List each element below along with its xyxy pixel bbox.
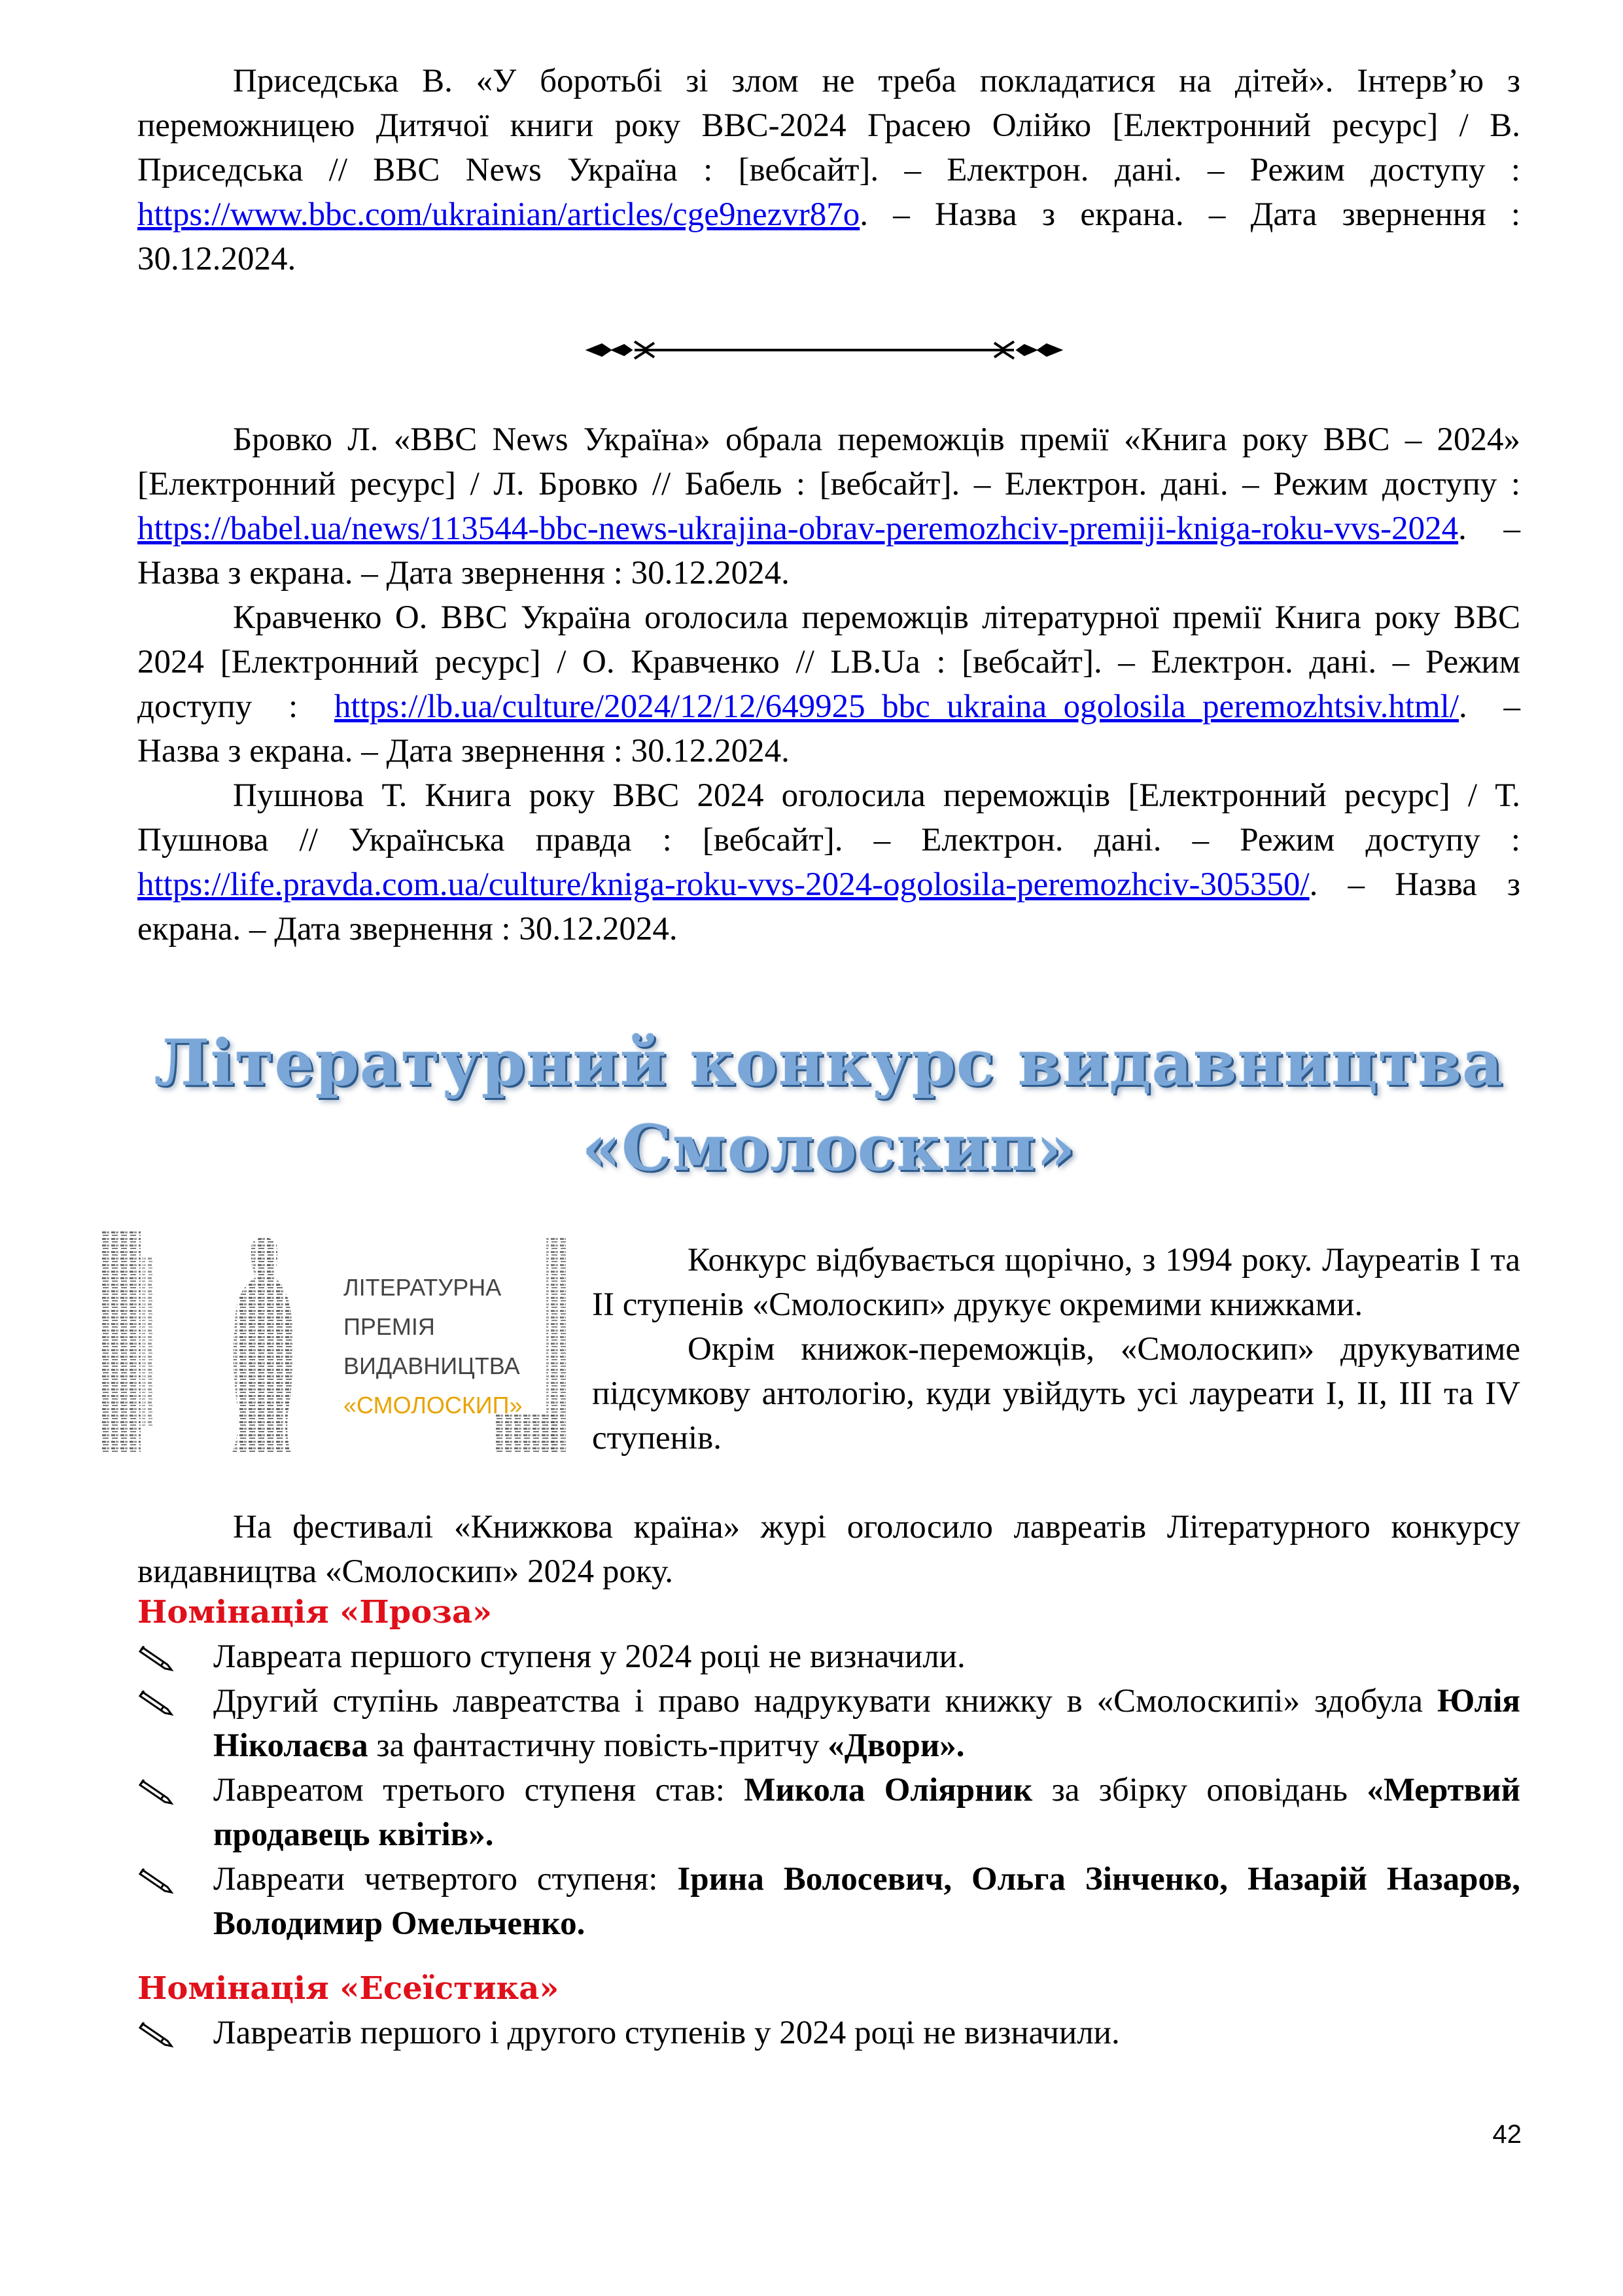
reference-entry [137,773,1520,951]
section-heading [137,1021,1520,1191]
festival-paragraph: На фестивалі «Книжкова країна» журі оголосило лавреатів Літературного конкурсу видавництва «Смолоскип» 2024 року. [137,1509,1520,1590]
reference-text: . – Назва з екрана. – Дата звернення : 30.12.2024. [137,196,1520,277]
list-item [137,1634,1520,1679]
heading-line: «Смолоскип» [582,1111,1076,1185]
laureate-name: Юлія Ніколаєва [213,1683,1520,1764]
contest-intro [592,1238,1520,1460]
prize-caption-accent: «СМОЛОСКИП» [343,1392,523,1419]
prose-laureates-list [137,1634,1520,1946]
laureate-name: Микола Оліярник [744,1772,1033,1809]
reference-text: Бровко Л. «BBC News Україна» обрала переможців премії «Книга року ВВС – 2024» [Електронний ресурс] / Л. Бровко // Бабель : [вебсайт]. – Електрон. дані. – Режим доступу : [137,421,1520,503]
pencil-icon [137,1861,174,1898]
laureate-names: Ірина Волосевич, Ольга Зінченко, Назарій Назаров, Володимир Омельченко. [213,1861,1520,1942]
pencil-icon [137,1683,174,1720]
prize-caption: ПРЕМІЯ [343,1313,435,1340]
heading-line: Літературний конкурс видавництва [154,1026,1504,1100]
reference-entry [137,59,1520,281]
item-text: за фантастичну повість-притчу [368,1727,828,1764]
work-title: «Мертвий продавець квітів». [213,1772,1520,1853]
reference-link[interactable]: https://www.bbc.com/ukrainian/articles/cge9nezvr87o [137,196,860,233]
nomination-title-essay: Номінація «Есеїстика» [137,1970,559,2007]
pencil-icon [137,2015,174,2051]
list-item [137,1679,1520,1768]
item-text: Лавреатів першого і другого ступенів у 2024 році не визначили. [213,2015,1120,2051]
reference-text: Пушнова Т. Книга року ВВС 2024 оголосила переможців [Електронний ресурс] / Т. Пушнова // Українська правда : [вебсайт]. – Електрон. дані. – Режим доступу : [137,777,1520,858]
reference-text: . – Назва з екрана. – Дата звернення : 30.12.2024. [137,510,1520,592]
ornamental-divider-icon [576,334,1073,366]
pencil-icon [137,1638,174,1675]
reference-link[interactable]: https://babel.ua/news/113544-bbc-news-ukrajina-obrav-peremozhciv-premiji-kniga-roku-vvs-2024 [137,510,1459,547]
reference-text: . – Назва з екрана. – Дата звернення : 30.12.2024. [137,866,1520,947]
list-item [137,2011,1520,2055]
pencil-icon [137,1772,174,1809]
essay-laureates-list [137,2011,1520,2055]
reference-link[interactable]: https://life.pravda.com.ua/culture/kniga-roku-vvs-2024-ogolosila-peremozhciv-305350/ [137,866,1310,903]
reference-text: Приседська В. «У боротьбі зі злом не треба покладатися на дітей». Інтерв’ю з переможницею Дитячої книги року ВВС-2024 Грасею Олійко [Електронний ресурс] / В. Приседська // BBC News Україна : [вебсайт]. – Електрон. дані. – Режим доступу : [137,63,1520,188]
reference-text: . – Назва з екрана. – Дата звернення : 30.12.2024. [137,688,1520,769]
item-text: за збірку оповідань [1032,1772,1367,1809]
page-number: 42 [1492,2120,1522,2149]
reference-entry [137,595,1520,773]
work-title: «Двори». [828,1727,965,1764]
reference-text: Кравченко О. ВВС Україна оголосила переможців літературної премії Книга року ВВС 2024 [Електронний ресурс] / О. Кравченко // LB.Ua : [вебсайт]. – Електрон. дані. – Режим доступу : [137,599,1520,725]
item-text: Лавреата першого ступеня у 2024 році не визначили. [213,1638,966,1675]
references-list [137,417,1520,951]
prize-caption: ЛІТЕРАТУРНА [343,1274,502,1301]
intro-paragraph: Окрім книжок-переможців, «Смолоскип» друкуватиме підсумкову антологію, куди увійдуть усі лауреати I, II, III та IV ступенів. [592,1331,1520,1457]
list-item [137,1857,1520,1946]
reference-entry [137,417,1520,595]
item-text: Лавреати четвертого ступеня: [213,1861,678,1898]
item-text: Другий ступінь лавреатства і право надрукувати книжку в «Смолоскипі» здобула [213,1683,1437,1720]
prize-logo-image [101,1217,569,1472]
prize-caption: ВИДАВНИЦТВА [343,1352,520,1379]
intro-paragraph: Конкурс відбувається щорічно, з 1994 року. Лауреатів I та II ступенів «Смолоскип» друкує окремими книжками. [592,1242,1520,1323]
list-item [137,1768,1520,1857]
reference-link[interactable]: https://lb.ua/culture/2024/12/12/649925_bbc_ukraina_ogolosila_peremozhtsiv.html/ [334,688,1459,725]
item-text: Лавреатом третього ступеня став: [213,1772,744,1809]
nomination-title-prose: Номінація «Проза» [137,1594,493,1631]
